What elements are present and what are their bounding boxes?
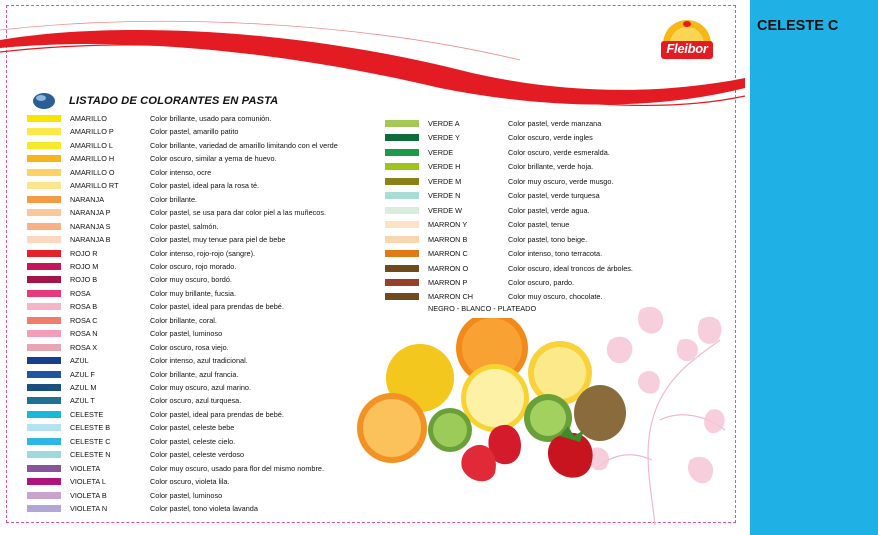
color-swatch xyxy=(27,438,61,445)
colorant-description: Color intenso, azul tradicional. xyxy=(150,356,248,366)
color-swatch xyxy=(27,465,61,472)
colorant-description: Color pastel, tono violeta lavanda xyxy=(150,504,258,514)
color-swatch xyxy=(27,236,61,243)
colorant-name: ROJO R xyxy=(70,248,98,258)
colorant-name: MARRON P xyxy=(428,277,468,287)
colorant-name: AMARILLO O xyxy=(70,167,115,177)
color-swatch xyxy=(27,196,61,203)
colorant-row xyxy=(27,193,377,206)
color-swatch xyxy=(385,178,419,185)
colorant-row xyxy=(27,166,377,179)
colorant-name: MARRON O xyxy=(428,263,469,273)
colorant-description: Color brillante, variedad de amarillo limitando con el verde xyxy=(150,140,338,150)
colorant-row xyxy=(385,175,735,188)
colorant-name: NARANJA P xyxy=(70,208,111,218)
colorant-description: Color pastel, se usa para dar color piel a las muñecos. xyxy=(150,208,327,218)
color-swatch xyxy=(27,155,61,162)
color-swatch xyxy=(27,330,61,337)
colorant-row xyxy=(27,448,377,461)
colorant-row xyxy=(385,117,735,130)
colorant-description: Color oscuro, azul turquesa. xyxy=(150,396,242,406)
colorant-row xyxy=(27,502,377,515)
colorant-description: Color pastel, verde turquesa xyxy=(508,191,600,201)
color-swatch xyxy=(27,223,61,230)
colorant-name: VERDE M xyxy=(428,176,462,186)
color-swatch xyxy=(27,505,61,512)
color-swatch xyxy=(385,250,419,257)
colorant-name: VIOLETA N xyxy=(70,504,108,514)
colorant-row xyxy=(27,247,377,260)
colorant-description: Color muy oscuro, bordó. xyxy=(150,275,232,285)
color-swatch xyxy=(385,192,419,199)
colorant-description: Color oscuro, ideal troncos de árboles. xyxy=(508,263,633,273)
color-swatch xyxy=(27,317,61,324)
color-swatch xyxy=(27,169,61,176)
colorant-name: AMARILLO L xyxy=(70,140,113,150)
colorant-description: Color muy oscuro, usado para flor del mismo nombre. xyxy=(150,463,324,473)
colorant-description: Color muy oscuro, chocolate. xyxy=(508,292,603,302)
colorant-name: VERDE N xyxy=(428,191,461,201)
colorant-description: Color pastel, luminoso xyxy=(150,329,223,339)
colorant-name: AZUL xyxy=(70,356,89,366)
colorant-row xyxy=(27,125,377,138)
colorant-description: Color brillante, coral. xyxy=(150,315,217,325)
extra-colors-line: NEGRO - BLANCO - PLATEADO xyxy=(428,304,537,313)
colorant-row xyxy=(27,489,377,502)
color-swatch xyxy=(27,276,61,283)
colorant-name: ROSA B xyxy=(70,302,98,312)
colorant-name: AZUL T xyxy=(70,396,95,406)
colorant-row xyxy=(385,276,735,289)
colorant-row xyxy=(27,381,377,394)
colorant-name: MARRON Y xyxy=(428,220,468,230)
color-swatch xyxy=(27,128,61,135)
colorant-row xyxy=(27,368,377,381)
color-swatch xyxy=(27,451,61,458)
colorant-name: AMARILLO RT xyxy=(70,181,119,191)
color-swatch xyxy=(385,134,419,141)
colorant-name: NARANJA B xyxy=(70,235,111,245)
colorant-description: Color muy oscuro, azul marino. xyxy=(150,383,251,392)
colorant-name: VIOLETA B xyxy=(70,490,107,500)
colorant-name: ROJO M xyxy=(70,261,99,271)
color-swatch xyxy=(385,221,419,228)
colorant-name: AZUL F xyxy=(70,369,95,379)
colorant-row xyxy=(27,139,377,152)
colorant-description: Color pastel, ideal para la rosa té. xyxy=(150,181,260,191)
colorant-name: VERDE A xyxy=(428,119,460,128)
colorant-row xyxy=(385,189,735,202)
colorant-name: VERDE Y xyxy=(428,133,460,143)
colorant-row xyxy=(27,354,377,367)
color-swatch xyxy=(27,492,61,499)
colorant-description: Color oscuro, rojo morado. xyxy=(150,261,237,271)
color-swatch xyxy=(27,344,61,351)
page-title: LISTADO DE COLORANTES EN PASTA xyxy=(69,95,279,107)
colorant-description: Color oscuro, rosa viejo. xyxy=(150,342,229,352)
colorant-description: Color pastel, celeste bebe xyxy=(150,423,235,433)
colorant-row xyxy=(385,131,735,144)
colorant-description: Color oscuro, violeta lila. xyxy=(150,477,230,487)
color-swatch xyxy=(27,424,61,431)
colorant-description: Color brillante, verde hoja. xyxy=(508,162,594,172)
colorant-row xyxy=(27,300,377,313)
colorant-row xyxy=(27,260,377,273)
color-swatch xyxy=(27,303,61,310)
color-swatch xyxy=(27,209,61,216)
colorant-name: MARRON B xyxy=(428,234,468,244)
selected-color-label: CELESTE C xyxy=(757,18,839,34)
list-header xyxy=(32,90,278,112)
colorant-row xyxy=(27,179,377,192)
colorant-description: Color pastel, celeste cielo. xyxy=(150,436,236,446)
color-swatch xyxy=(27,357,61,364)
color-swatch xyxy=(385,120,419,127)
colorant-row xyxy=(27,462,377,475)
colorant-description: Color pastel, tenue xyxy=(508,220,570,230)
colorant-row xyxy=(385,233,735,246)
colorant-name: ROSA C xyxy=(70,315,98,325)
color-swatch xyxy=(27,182,61,189)
colorant-row xyxy=(27,327,377,340)
gem-icon xyxy=(32,92,56,110)
colorant-row xyxy=(27,408,377,421)
color-swatch xyxy=(27,290,61,297)
colorant-description: Color pastel, celeste verdoso xyxy=(150,450,245,460)
color-swatch xyxy=(27,384,61,391)
colorant-name: AZUL M xyxy=(70,383,97,392)
color-swatch xyxy=(27,371,61,378)
fruit-image xyxy=(350,318,640,488)
colorant-name: MARRON CH xyxy=(428,292,473,302)
colorant-name: NARANJA S xyxy=(70,221,111,231)
colorant-row xyxy=(385,160,735,173)
color-swatch xyxy=(27,478,61,485)
colorant-row xyxy=(385,146,735,159)
colorant-description: Color oscuro, pardo. xyxy=(508,277,575,287)
colorant-name: CELESTE B xyxy=(70,423,111,433)
colorant-name: VERDE W xyxy=(428,205,463,215)
colorant-row xyxy=(27,233,377,246)
colorant-description: Color pastel, verde manzana xyxy=(508,119,602,128)
color-swatch xyxy=(27,142,61,149)
color-swatch xyxy=(385,265,419,272)
colorant-name: MARRON C xyxy=(428,249,468,259)
colorant-name: VIOLETA L xyxy=(70,477,106,487)
colorant-description: Color muy brillante, fucsia. xyxy=(150,288,236,298)
colorant-row xyxy=(27,287,377,300)
colorant-name: VERDE H xyxy=(428,162,461,172)
color-swatch xyxy=(27,411,61,418)
color-swatch xyxy=(385,163,419,170)
colorant-description: Color brillante, azul francia. xyxy=(150,369,239,379)
colorant-row xyxy=(385,204,735,217)
colorant-name: ROSA xyxy=(70,288,91,298)
colorant-description: Color pastel, tono beige. xyxy=(508,234,588,244)
colorant-row xyxy=(27,112,377,125)
color-swatch xyxy=(385,293,419,300)
colorant-row xyxy=(27,220,377,233)
colorant-description: Color brillante. xyxy=(150,194,198,204)
color-swatch xyxy=(385,236,419,243)
colorant-description: Color pastel, verde agua. xyxy=(508,205,590,215)
colorant-name: NARANJA xyxy=(70,194,105,204)
colorant-row xyxy=(27,394,377,407)
color-swatch xyxy=(385,149,419,156)
colorant-row xyxy=(27,152,377,165)
colorant-description: Color pastel, salmón. xyxy=(150,221,219,231)
colorant-description: Color oscuro, similar a yema de huevo. xyxy=(150,154,277,164)
fleibor-logo xyxy=(660,14,714,64)
colorant-row xyxy=(385,247,735,260)
colorant-description: Color pastel, ideal para prendas de bebé. xyxy=(150,409,284,419)
color-swatch xyxy=(27,263,61,270)
colorant-row xyxy=(27,475,377,488)
color-swatch xyxy=(27,250,61,257)
selected-color-panel xyxy=(750,0,878,535)
colorant-description: Color intenso, ocre xyxy=(150,167,212,177)
colorant-description: Color pastel, luminoso xyxy=(150,490,223,500)
colorant-description: Color muy oscuro, verde musgo. xyxy=(508,176,614,186)
colorant-description: Color intenso, rojo-rojo (sangre). xyxy=(150,248,256,258)
colorant-name: AMARILLO xyxy=(70,114,107,123)
colorant-description: Color intenso, tono terracota. xyxy=(508,249,603,259)
colorant-name: CELESTE C xyxy=(70,436,111,446)
colorant-description: Color oscuro, verde ingles xyxy=(508,133,593,143)
colorant-name: VIOLETA xyxy=(70,463,101,473)
colorant-description: Color pastel, ideal para prendas de bebé. xyxy=(150,302,284,312)
colorant-description: Color brillante, usado para comunión. xyxy=(150,114,272,123)
colorant-row xyxy=(27,341,377,354)
colorant-name: VERDE xyxy=(428,147,454,157)
colorant-row xyxy=(27,314,377,327)
colorant-row xyxy=(27,206,377,219)
colorant-name: ROSA N xyxy=(70,329,98,339)
colorant-row xyxy=(27,435,377,448)
color-swatch xyxy=(385,279,419,286)
color-swatch xyxy=(385,207,419,214)
colorant-description: Color pastel, muy tenue para piel de bebe xyxy=(150,235,286,245)
colorant-row xyxy=(27,273,377,286)
color-swatch xyxy=(27,397,61,404)
color-swatch xyxy=(27,115,61,122)
colorant-description: Color oscuro, verde esmeralda. xyxy=(508,147,610,157)
logo-wordmark: Fleibor xyxy=(666,41,708,56)
colorant-name: ROJO B xyxy=(70,275,98,285)
colorant-name: AMARILLO P xyxy=(70,127,114,137)
colorant-name: CELESTE xyxy=(70,409,104,419)
colorant-name: AMARILLO H xyxy=(70,154,115,164)
colorant-row xyxy=(385,218,735,231)
colorant-description: Color pastel, amarillo patito xyxy=(150,127,239,137)
colorant-name: CELESTE N xyxy=(70,450,111,460)
colorant-row xyxy=(27,421,377,434)
colorant-row xyxy=(385,262,735,275)
colorant-name: ROSA X xyxy=(70,342,98,352)
